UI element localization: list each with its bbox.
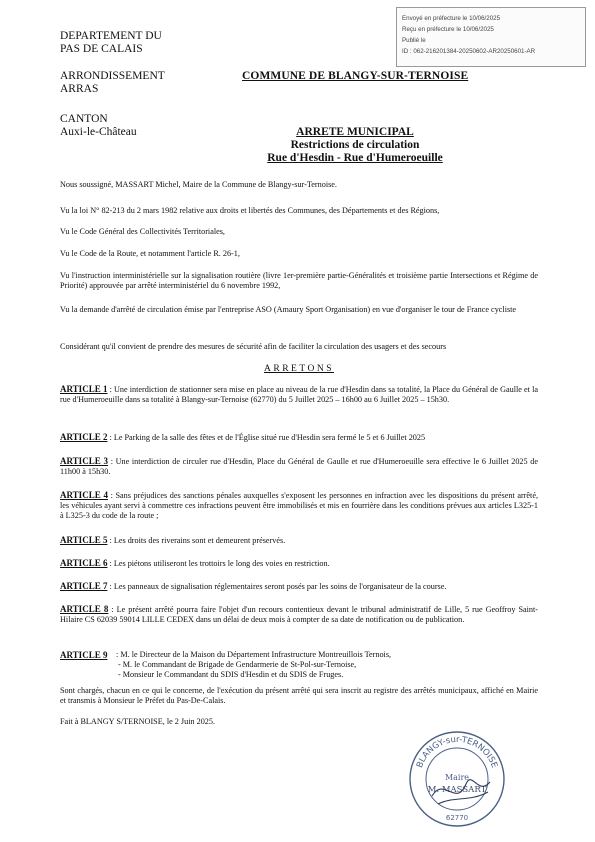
article-text: : Sans préjudices des sanctions pénales auxquelles s'exposent les personnes en infraction avec les dispositions du présent arrêté, les véhicules ayant servi à commettre ces infractions peuvent être immobilisés et mis en fourrière dans les conditions prévues aux articles L325-1 à L325-3 du code de la route ; bbox=[60, 491, 538, 521]
preamble-line: Vu la loi N° 82-213 du 2 mars 1982 relative aux droits et libertés des Communes, des Départements et des Régions, bbox=[60, 206, 440, 215]
article-label: ARTICLE 4 bbox=[60, 490, 108, 500]
mayor-seal-stamp bbox=[404, 726, 510, 832]
article-label: ARTICLE 9 bbox=[60, 650, 108, 660]
arretons-heading: ARRETONS bbox=[264, 364, 334, 374]
departement-line: DEPARTEMENT DU bbox=[60, 30, 162, 42]
article-9 bbox=[60, 650, 538, 681]
preamble-line: Vu l'instruction interministérielle sur la signalisation routière (livre 1er-première partie-Généralités et troisième partie Intersections et Régime de Priorité) approuvée par arrêté interministériel du 6 novembre 1992, bbox=[60, 271, 538, 291]
canton-block bbox=[60, 113, 137, 139]
arrondissement-block bbox=[60, 70, 165, 96]
article-5 bbox=[60, 535, 538, 546]
arrondissement-line: ARRONDISSEMENT bbox=[60, 70, 165, 82]
article-label: ARTICLE 6 bbox=[60, 558, 108, 568]
stamp-line: Reçu en préfecture le 10/06/2025 bbox=[402, 26, 494, 33]
prefecture-receipt-stamp bbox=[396, 7, 586, 67]
article-text: : Le Parking de la salle des fêtes et de l'Église situé rue d'Hesdin sera fermé le 5 et 6 Juillet 2025 bbox=[107, 433, 426, 442]
preamble-line: Vu la demande d'arrêté de circulation émise par l'entreprise ASO (Amaury Sport Organisation) en vue d'organiser le tour de France cycliste bbox=[60, 305, 517, 314]
signoff-line: Fait à BLANGY S/TERNOISE, le 2 Juin 2025. bbox=[60, 717, 216, 726]
article-text: : Une interdiction de circuler rue d'Hesdin, Place du Général de Gaulle et rue d'Humeroeuille sera effective le 6 Juillet 2025 de 11h00 à 15h30. bbox=[60, 457, 538, 477]
preamble-line: Vu le Code Général des Collectivités Territoriales, bbox=[60, 227, 225, 236]
title-sub: Restrictions de circulation bbox=[290, 139, 420, 151]
article-4 bbox=[60, 490, 538, 522]
seal-ring-text: BLANGY-sur-TERNOISE bbox=[414, 734, 500, 770]
article-text: : Une interdiction de stationner sera mise en place au niveau de la rue d'Hesdin dans sa totalité, la Place du Général de Gaulle et la rue d'Humeroeuille dans sa totalité à Blangy-sur-Ternoise (62770) du 5 Juillet 2025 – 16h00 au 6 Juillet 2025 – 15h30. bbox=[60, 385, 538, 405]
article-text: : Les panneaux de signalisation réglementaires seront posés par les soins de l'organisateur de la course. bbox=[107, 582, 447, 591]
article-text: : Le présent arrêté pourra faire l'objet d'un recours contentieux devant le tribunal administratif de Lille, 5 rue Geoffroy Saint-Hilaire CS 62039 59014 LILLE CEDEX dans un délai de deux mois à compter de sa date de notification ou de publication. bbox=[60, 605, 538, 625]
article-9-recipient: - Monsieur le Commandant du SDIS d'Hesdin et du SDIS de Fruges. bbox=[118, 670, 344, 680]
canton-line: CANTON bbox=[60, 113, 108, 125]
article-label: ARTICLE 3 bbox=[60, 456, 109, 466]
preamble-line: Considérant qu'il convient de prendre des mesures de sécurité afin de faciliter la circulation des usagers et des secours bbox=[60, 342, 447, 351]
seal-center-text: M. MASSART bbox=[427, 785, 487, 795]
preamble-line: Nous soussigné, MASSART Michel, Maire de la Commune de Blangy-sur-Ternoise. bbox=[60, 180, 337, 189]
title-main: ARRETE MUNICIPAL bbox=[296, 126, 414, 138]
article-8 bbox=[60, 604, 538, 625]
arrondissement-line: ARRAS bbox=[60, 83, 99, 95]
departement-line: PAS DE CALAIS bbox=[60, 43, 143, 55]
seal-postcode: 62770 bbox=[445, 814, 469, 822]
article-3 bbox=[60, 456, 538, 477]
canton-line: Auxi-le-Château bbox=[60, 126, 137, 138]
title-streets: Rue d'Hesdin - Rue d'Humeroeuille bbox=[267, 152, 443, 164]
commune-heading: COMMUNE DE BLANGY-SUR-TERNOISE bbox=[242, 70, 469, 82]
preamble-line: Vu le Code de la Route, et notamment l'article R. 26-1, bbox=[60, 249, 240, 258]
article-9-recipient: : M. le Directeur de la Maison du Département Infrastructure Montreuillois Ternois, bbox=[116, 650, 392, 659]
article-text: : Les droits des riverains sont et demeurent préservés. bbox=[107, 536, 286, 545]
stamp-line: Envoyé en préfecture le 10/06/2025 bbox=[402, 15, 501, 22]
article-2 bbox=[60, 432, 538, 443]
article-label: ARTICLE 5 bbox=[60, 535, 108, 545]
article-6 bbox=[60, 558, 538, 569]
departement-block bbox=[60, 30, 162, 56]
article-9-recipient: - M. le Commandant de Brigade de Gendarmerie de St-Pol-sur-Ternoise, bbox=[118, 660, 357, 670]
article-label: ARTICLE 1 bbox=[60, 384, 108, 394]
article-text: : Les piétons utiliseront les trottoirs le long des voies en restriction. bbox=[107, 559, 330, 568]
article-label: ARTICLE 7 bbox=[60, 581, 108, 591]
article-7 bbox=[60, 581, 538, 592]
seal-center-text: Maire bbox=[444, 773, 470, 782]
article-label: ARTICLE 2 bbox=[60, 432, 108, 442]
article-9-closing: Sont chargés, chacun en ce qui le concerne, de l'exécution du présent arrêté qui sera inscrit au registre des arrêtés municipaux, affiché en Mairie et transmis à Monsieur le Préfet du Pas-De-Calais. bbox=[60, 686, 538, 706]
decree-title bbox=[200, 126, 510, 165]
article-label: ARTICLE 8 bbox=[60, 604, 109, 614]
article-1 bbox=[60, 384, 538, 405]
stamp-line: ID : 062-216201384-20250602-AR20250601-AR bbox=[402, 48, 536, 55]
stamp-line: Publié le bbox=[402, 37, 426, 44]
